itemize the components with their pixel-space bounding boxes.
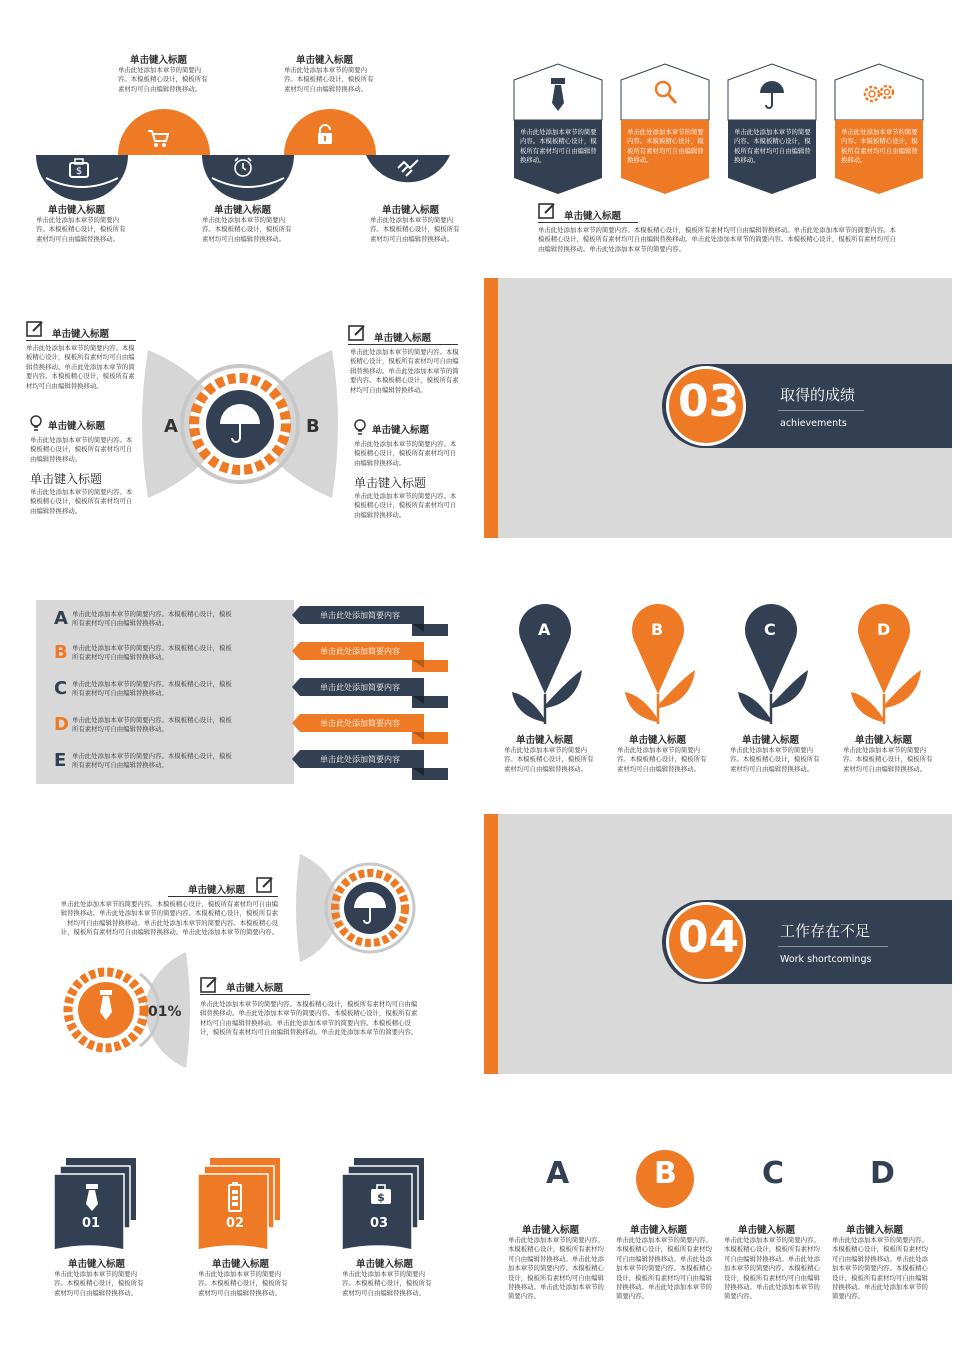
heading: 单击键入标题 — [564, 211, 622, 222]
accent-bar — [484, 814, 498, 1074]
body-text: 单击此处添加本章节的简要内容。本模板精心设计，模板所有素材均可自由编辑替换移动。单击此处添加本章节的简要内容。本模板精心设计，模板所有素材均可自由编辑替换移动。单击此处添加本章节的简要内容。 — [832, 1236, 928, 1301]
ribbon-label: 单击此处添加简要内容 — [320, 683, 400, 692]
heading-large: 单击键入标题 — [30, 472, 103, 486]
edit-icon — [26, 320, 44, 338]
heading: 单击键入标题 — [846, 1225, 904, 1236]
section-subtitle: Work shortcomings — [780, 954, 872, 965]
label-b: B — [306, 416, 320, 437]
body-text: 单击此处添加本章节的简要内容。本模板精心设计，模板所有素材均可自由编辑替换移动。 — [354, 492, 457, 519]
list-letter: B — [54, 642, 68, 663]
divider — [778, 410, 864, 411]
heading-large: 单击键入标题 — [354, 476, 427, 490]
body-text: 单击此处添加本章节的简要内容。本模板精心设计，模板所有素材均可自由编辑替换移动。单击此处添加本章节的简要内容。本模板精心设计，模板所有素材均可自由编辑替换移动。 — [350, 348, 459, 394]
card-number: 03 — [370, 1216, 389, 1231]
heading: 单击键入标题 — [372, 425, 430, 436]
pin-letter: D — [877, 620, 891, 639]
body-text: 单击此处添加本章节的简要内容。本模板精心设计，模板所有素材均可自由编辑替换移动。 — [730, 746, 820, 773]
money-bag-icon — [68, 158, 90, 178]
slide-ribbon-list — [0, 594, 470, 786]
heading: 单击键入标题 — [130, 55, 188, 66]
list-text: 单击此处添加本章节的简要内容。本模板精心设计，模板所有素材均可自由编辑替换移动。 — [72, 610, 232, 628]
umbrella-icon — [758, 80, 786, 110]
svg-text:$: $ — [377, 1191, 385, 1204]
card-text: 单击此处添加本章节的简要内容。本模板精心设计，模板所有素材均可自由编辑替换移动。 — [734, 128, 811, 165]
body-text: 单击此处添加本章节的简要内容。本模板精心设计，模板所有素材均可自由编辑替换移动。 — [198, 1270, 288, 1297]
cart-icon — [146, 128, 170, 148]
ribbon-label: 单击此处添加简要内容 — [320, 611, 400, 620]
heading: 单击键入标题 — [356, 1259, 414, 1270]
pin-letter: C — [764, 620, 776, 639]
body-text: 单击此处添加本章节的简要内容。本模板精心设计，模板所有素材均可自由编辑替换移动。单击此处添加本章节的简要内容。本模板精心设计，模板所有素材均可自由编辑替换移动。 — [26, 344, 135, 390]
edit-icon — [348, 324, 366, 342]
heading: 单击键入标题 — [629, 735, 687, 746]
pin-letter: B — [651, 620, 664, 639]
heading: 单击键入标题 — [855, 735, 913, 746]
body-text: 单击此处添加本章节的简要内容。本模板精心设计，模板所有素材均可自由编辑替换移动。 — [843, 746, 933, 773]
accent-bar — [484, 278, 498, 538]
column-letter: C — [762, 1156, 785, 1191]
section-title: 取得的成绩 — [780, 386, 856, 404]
list-text: 单击此处添加本章节的简要内容。本模板精心设计，模板所有素材均可自由编辑替换移动。 — [72, 752, 232, 770]
list-text: 单击此处添加本章节的简要内容。本模板精心设计，模板所有素材均可自由编辑替换移动。 — [72, 680, 232, 698]
pin-plants-shapes — [490, 594, 960, 734]
unlock-icon — [316, 124, 334, 146]
body-text: 单击此处添加本章节的简要内容。本模板精心设计，模板所有素材均可自由编辑替换移动。 — [118, 66, 208, 93]
body-text: 单击此处添加本章节的简要内容。本模板精心设计，模板所有素材均可自由编辑替换移动。 — [504, 746, 594, 773]
tie-icon — [84, 1184, 100, 1212]
list-text: 单击此处添加本章节的简要内容。本模板精心设计，模板所有素材均可自由编辑替换移动。 — [72, 716, 232, 734]
section-04-slide — [484, 814, 952, 1074]
body-text: 单击此处添加本章节的简要内容。本模板精心设计，模板所有素材均可自由编辑替换移动。单击此处添加本章节的简要内容。本模板精心设计，模板所有素材均可自由编辑替换移动。单击此处添加本章节的简要内容。 — [616, 1236, 712, 1301]
body-text: 单击此处添加本章节的简要内容。本模板精心设计，模板所有素材均可自由编辑替换移动。 — [36, 216, 126, 243]
heading: 单击键入标题 — [382, 205, 440, 216]
top-gear — [296, 850, 426, 966]
divider — [26, 340, 136, 341]
heading: 单击键入标题 — [522, 1225, 580, 1236]
body-text: 单击此处添加本章节的简要内容。本模板精心设计，模板所有素材均可自由编辑替换移动。 — [54, 1270, 144, 1297]
body-text: 单击此处添加本章节的简要内容。本模板精心设计，模板所有素材均可自由编辑替换移动。 — [342, 1270, 432, 1297]
battery-icon — [228, 1182, 242, 1212]
heading: 单击键入标题 — [52, 329, 110, 340]
heading: 单击键入标题 — [212, 1259, 270, 1270]
divider — [348, 344, 458, 345]
heading: 单击键入标题 — [226, 983, 284, 994]
ribbon-label: 单击此处添加简要内容 — [320, 755, 400, 764]
handshake-icon — [396, 156, 420, 178]
card-text: 单击此处添加本章节的简要内容。本模板精心设计，模板所有素材均可自由编辑替换移动。 — [841, 128, 918, 165]
body-text: 单击此处添加本章节的简要内容。本模板精心设计，模板所有素材均可自由编辑替换移动。 — [284, 66, 374, 93]
body-text: 单击此处添加本章节的简要内容。本模板精心设计，模板所有素材均可自由编辑替换移动。 — [30, 488, 133, 515]
list-letter: C — [54, 678, 68, 699]
slide-hex-cards — [490, 0, 960, 270]
divider — [538, 222, 638, 223]
svg-text:$: $ — [75, 166, 83, 177]
section-subtitle: achievements — [780, 418, 847, 429]
edit-icon — [256, 876, 274, 894]
slide-stacked-cards — [0, 1150, 470, 1320]
lightbulb-icon — [28, 414, 44, 432]
ribbon-label: 单击此处添加简要内容 — [320, 647, 400, 656]
divider — [168, 896, 278, 897]
section-number: 03 — [678, 376, 740, 427]
slide-pin-plants — [490, 594, 960, 794]
body-text: 单击此处添加本章节的简要内容。本模板精心设计，模板所有素材均可自由编辑替换移动。单击此处添加本章节的简要内容。本模板精心设计，模板所有素材均可自由编辑替换移动。单击此处添加本章节的简要内容。 — [508, 1236, 604, 1301]
slide-abcd-columns — [490, 1140, 960, 1330]
heading: 单击键入标题 — [48, 421, 106, 432]
body-text: 单击此处添加本章节的简要内容。本模板精心设计，模板所有素材均可自由编辑替换移动。单击此处添加本章节的简要内容。本模板精心设计，模板所有素材均可自由编辑替换移动。单击此处添加本章节的简要内容。本模板精心设计，模板所有素材均可自由编辑替换移动。单击此处添加本章节的简要内容。 — [200, 1000, 418, 1037]
percent-label: 01% — [148, 1004, 182, 1020]
pin-letter: A — [538, 620, 551, 639]
card-number: 02 — [226, 1216, 245, 1231]
column-letter: D — [870, 1156, 895, 1191]
list-letter: D — [54, 714, 69, 735]
label-a: A — [164, 416, 178, 437]
heading: 单击键入标题 — [738, 1225, 796, 1236]
heading: 单击键入标题 — [68, 1259, 126, 1270]
slide-wave-timeline — [0, 0, 470, 270]
body-text: 单击此处添加本章节的简要内容。本模板精心设计，模板所有素材均可自由编辑替换移动。 — [30, 436, 133, 463]
body-text: 单击此处添加本章节的简要内容。本模板精心设计，模板所有素材均可自由编辑替换移动。 — [354, 440, 457, 467]
heading: 单击键入标题 — [516, 735, 574, 746]
tie-icon — [548, 78, 568, 112]
heading: 单击键入标题 — [214, 205, 272, 216]
edit-icon — [200, 976, 218, 994]
heading: 单击键入标题 — [188, 885, 246, 896]
edit-icon — [538, 202, 556, 220]
lightbulb-icon — [352, 418, 368, 436]
slide-gear-percent — [0, 846, 470, 1076]
card-number: 01 — [82, 1216, 101, 1231]
gears-icon — [862, 82, 896, 106]
ribbon-label: 单击此处添加简要内容 — [320, 719, 400, 728]
card-text: 单击此处添加本章节的简要内容。本模板精心设计，模板所有素材均可自由编辑替换移动。 — [627, 128, 704, 165]
heading: 单击键入标题 — [374, 333, 432, 344]
heading: 单击键入标题 — [742, 735, 800, 746]
section-03-slide — [484, 278, 952, 538]
list-text: 单击此处添加本章节的简要内容。本模板精心设计，模板所有素材均可自由编辑替换移动。 — [72, 644, 232, 662]
search-icon — [654, 80, 678, 106]
column-letter: B — [654, 1156, 677, 1191]
body-text: 单击此处添加本章节的简要内容。本模板精心设计，模板所有素材均可自由编辑替换移动。单击此处添加本章节的简要内容。本模板精心设计，模板所有素材均可自由编辑替换移动。单击此处添加本章节的简要内容。本模板精心设计，模板所有素材均可自由编辑替换移动。单击此处添加本章节的简要内容。 — [60, 900, 278, 937]
heading: 单击键入标题 — [630, 1225, 688, 1236]
body-text: 单击此处添加本章节的简要内容。本模板精心设计，模板所有素材均可自由编辑替换移动。 — [370, 216, 460, 243]
body-text: 单击此处添加本章节的简要内容。本模板精心设计，模板所有素材均可自由编辑替换移动。 — [617, 746, 707, 773]
body-text: 单击此处添加本章节的简要内容。本模板精心设计，模板所有素材均可自由编辑替换移动。单击此处添加本章节的简要内容。本模板精心设计，模板所有素材均可自由编辑替换移动。单击此处添加本章节的简要内容。本模板精心设计，模板所有素材均可自由编辑替换移动。单击此处添加本章节的简要内容。 — [538, 226, 896, 253]
column-letter: A — [546, 1156, 570, 1191]
briefcase-icon — [370, 1184, 392, 1206]
divider — [200, 994, 310, 995]
body-text: 单击此处添加本章节的简要内容。本模板精心设计，模板所有素材均可自由编辑替换移动。单击此处添加本章节的简要内容。本模板精心设计，模板所有素材均可自由编辑替换移动。单击此处添加本章节的简要内容。 — [724, 1236, 820, 1301]
heading: 单击键入标题 — [296, 55, 354, 66]
body-text: 单击此处添加本章节的简要内容。本模板精心设计，模板所有素材均可自由编辑替换移动。 — [202, 216, 292, 243]
list-letter: E — [54, 750, 67, 771]
section-title: 工作存在不足 — [780, 922, 871, 940]
alarm-clock-icon — [232, 156, 254, 178]
list-letter: A — [54, 608, 68, 629]
divider — [778, 946, 888, 947]
heading: 单击键入标题 — [48, 205, 106, 216]
card-text: 单击此处添加本章节的简要内容。本模板精心设计，模板所有素材均可自由编辑替换移动。 — [520, 128, 597, 165]
slide-ab-gear — [0, 278, 470, 540]
section-number: 04 — [678, 912, 740, 963]
